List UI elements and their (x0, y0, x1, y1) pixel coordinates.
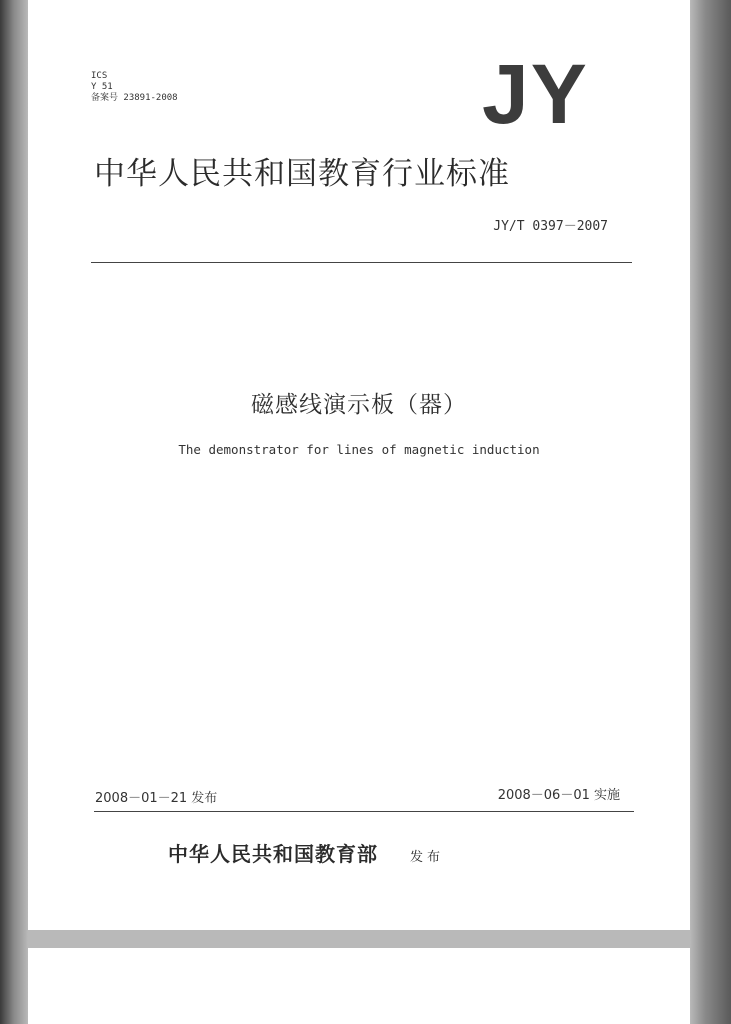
ics-label: ICS (91, 71, 108, 81)
standard-category-title: 中华人民共和国教育行业标准 (94, 156, 510, 192)
implementation-date: 2008－06－01 实施 (497, 788, 620, 803)
issue-date: 2008－01－21 发布 (95, 791, 218, 806)
jy-logo: JY (482, 47, 589, 141)
issuer-name: 中华人民共和国教育部 (168, 842, 378, 866)
standard-number: JY/T 0397－2007 (493, 219, 608, 234)
document-title-chinese: 磁感线演示板（器） (251, 392, 467, 418)
filing-number: 备案号 23891-2008 (91, 93, 178, 103)
issuer-verb: 发布 (410, 850, 445, 865)
classification-code: Y 51 (91, 82, 113, 92)
bottom-divider (94, 811, 634, 812)
document-title-english: The demonstrator for lines of magnetic induction (178, 442, 540, 457)
issuer-line (168, 838, 444, 867)
classification-block (91, 71, 178, 104)
top-divider (91, 262, 632, 263)
document-page-cover (28, 0, 690, 930)
document-page-next (28, 948, 690, 1024)
